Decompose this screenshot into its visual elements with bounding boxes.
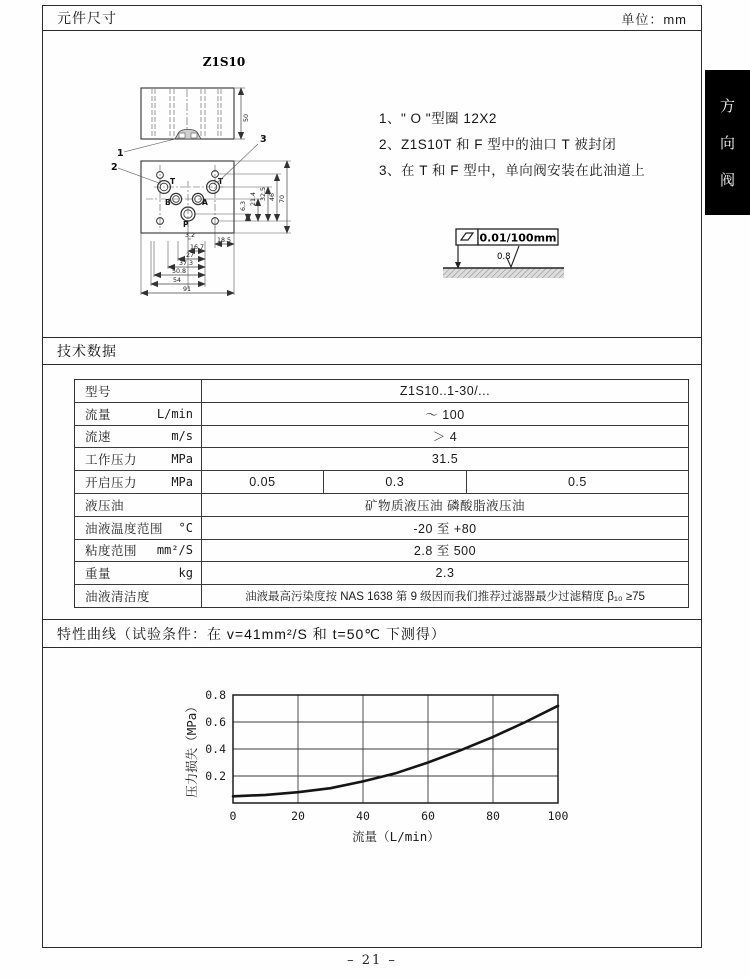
tech-data-title: 技术数据 [57,343,117,359]
note-1: 1、" O "型圈 12X2 [379,111,497,126]
port-label-t2: T [218,177,224,186]
side-tab-directional-valve [705,70,750,215]
port-label-a: A [202,198,208,207]
dim-21-4: 21.4 [250,191,257,206]
dim-91: 91 [183,286,192,293]
row-label: 液压油 [85,498,125,513]
unit-label: 单位：mm [621,12,687,27]
valve-dimension-drawing [91,43,391,343]
side-tab-char: 向 [719,135,735,152]
callout-2-leader [118,168,159,183]
dim-27: 27 [186,252,195,259]
dim-32-5: 32.5 [260,186,267,201]
note-3: 3、在 T 和 F 型中，单向阀安装在此油道上 [379,163,646,178]
x-tick-label: 80 [486,809,500,823]
oring-detail-left [179,133,185,138]
table-row-fluid [75,494,688,517]
content-frame [42,5,702,948]
row-label: 油液清洁度 [85,590,151,605]
callout-1-leader [124,138,179,152]
callout-3-leader [217,144,258,183]
table-row-weight: 重量 kg 2.3 [75,562,688,585]
oring-detail-right [191,133,197,138]
dim-54: 54 [173,277,182,284]
x-tick-label: 20 [291,809,305,823]
note-2: 2、Z1S10T 和 F 型中的油口 T 被封闭 [379,137,617,152]
dim-6-3: 6.3 [240,200,247,211]
row-value: 0.05 [202,471,324,493]
callout-2: 2 [111,162,118,173]
dim-16-7: 16.7 [190,244,205,251]
row-value: 2.8 至 500 [413,544,477,559]
dim-50-8: 50.8 [172,268,187,275]
row-value: 31.5 [431,452,459,467]
dim-50: 50 [243,113,250,123]
pressure-loss-curve [233,706,558,797]
table-row-flow: 流量 L/min ～ 100 [75,403,688,426]
pressure-loss-chart [176,656,606,861]
row-label: 流量 [85,407,112,422]
table-row-model [75,380,688,403]
y-axis-label: 压力损失（MPa） [184,700,199,798]
dimensions-section-title: 元件尺寸 [57,10,117,26]
row-value: ＞ 4 [432,430,458,445]
port-label-t1: T [170,177,176,186]
callout-1: 1 [117,148,124,159]
roughness-value: 0.8 [497,252,511,262]
dim-18-5: 18.5 [217,237,232,244]
table-row-working-pressure: 工作压力 MPa 31.5 [75,448,688,471]
row-label: 粘度范围 [85,544,138,559]
x-tick-label: 0 [229,809,237,823]
y-tick-label: 0.6 [205,715,226,729]
port-label-b: B [165,198,171,207]
row-value: 2.3 [435,566,455,581]
dim-3-2: 3.2 [185,232,196,239]
dim-37-3: 37.3 [179,260,194,267]
ground-hatch [443,268,564,278]
row-label: 工作压力 [85,453,138,468]
row-value: 0.5 [567,475,587,490]
row-value: 油液最高污染度按 NAS 1638 第 9 级因而我们推荐过滤器最少过滤精度 β₁₀ ≥75 [245,591,645,604]
dim-46: 46 [269,192,276,201]
row-label: 重量 [85,567,112,582]
table-row-viscosity: 粘度范围 mm²/S 2.8 至 500 [75,540,688,563]
dim-70: 70 [279,194,286,203]
side-tab-char: 阀 [719,172,735,189]
drawing-notes [379,106,709,184]
y-tick-label: 0.8 [205,688,226,702]
y-axis-ticks [205,688,226,783]
right-dim-extensions [195,161,291,233]
x-tick-label: 40 [356,809,370,823]
callout-3: 3 [260,134,267,145]
row-value: 0.3 [324,471,467,493]
row-value: ～ 100 [425,407,465,422]
flatness-value: 0.01/100mm [479,231,557,245]
table-row-temp-range: 油液温度范围 °C -20 至 +80 [75,517,688,540]
section-header-curve [43,619,701,648]
chart-gridlines [233,695,558,803]
row-label: 流速 [85,430,112,445]
row-value: -20 至 +80 [413,521,477,536]
section-header-dimensions [43,6,701,31]
surface-finish-symbol [441,226,571,286]
section-header-tech-data [43,337,701,365]
x-axis-label: 流量（L/min） [352,829,440,844]
table-row-velocity: 流速 m/s ＞ 4 [75,426,688,449]
x-axis-ticks [230,809,569,823]
page-number: – 21 – [347,953,397,968]
table-row-cracking-pressure: 开启压力 MPa 0.05 0.3 0.5 [75,471,688,494]
y-tick-label: 0.2 [205,769,226,783]
curve-title: 特性曲线（试验条件：在 v=41mm²/S 和 t=50℃ 下测得） [57,625,446,642]
side-tab-char: 方 [719,98,735,115]
row-label: 油液温度范围 [85,521,164,536]
tech-data-table [74,379,689,608]
drawing-model-label: Z1S10 [202,55,246,69]
row-value: 矿物质液压油 磷酸脂液压油 [365,498,525,513]
row-value: Z1S10..1-30/... [399,383,491,398]
port-label-p: P [183,220,189,229]
table-row-cleanliness [75,585,688,607]
y-tick-label: 0.4 [205,742,226,756]
x-tick-label: 60 [421,809,435,823]
row-label: 开启压力 [85,476,138,491]
row-label: 型号 [85,384,112,399]
x-tick-label: 100 [547,809,569,823]
